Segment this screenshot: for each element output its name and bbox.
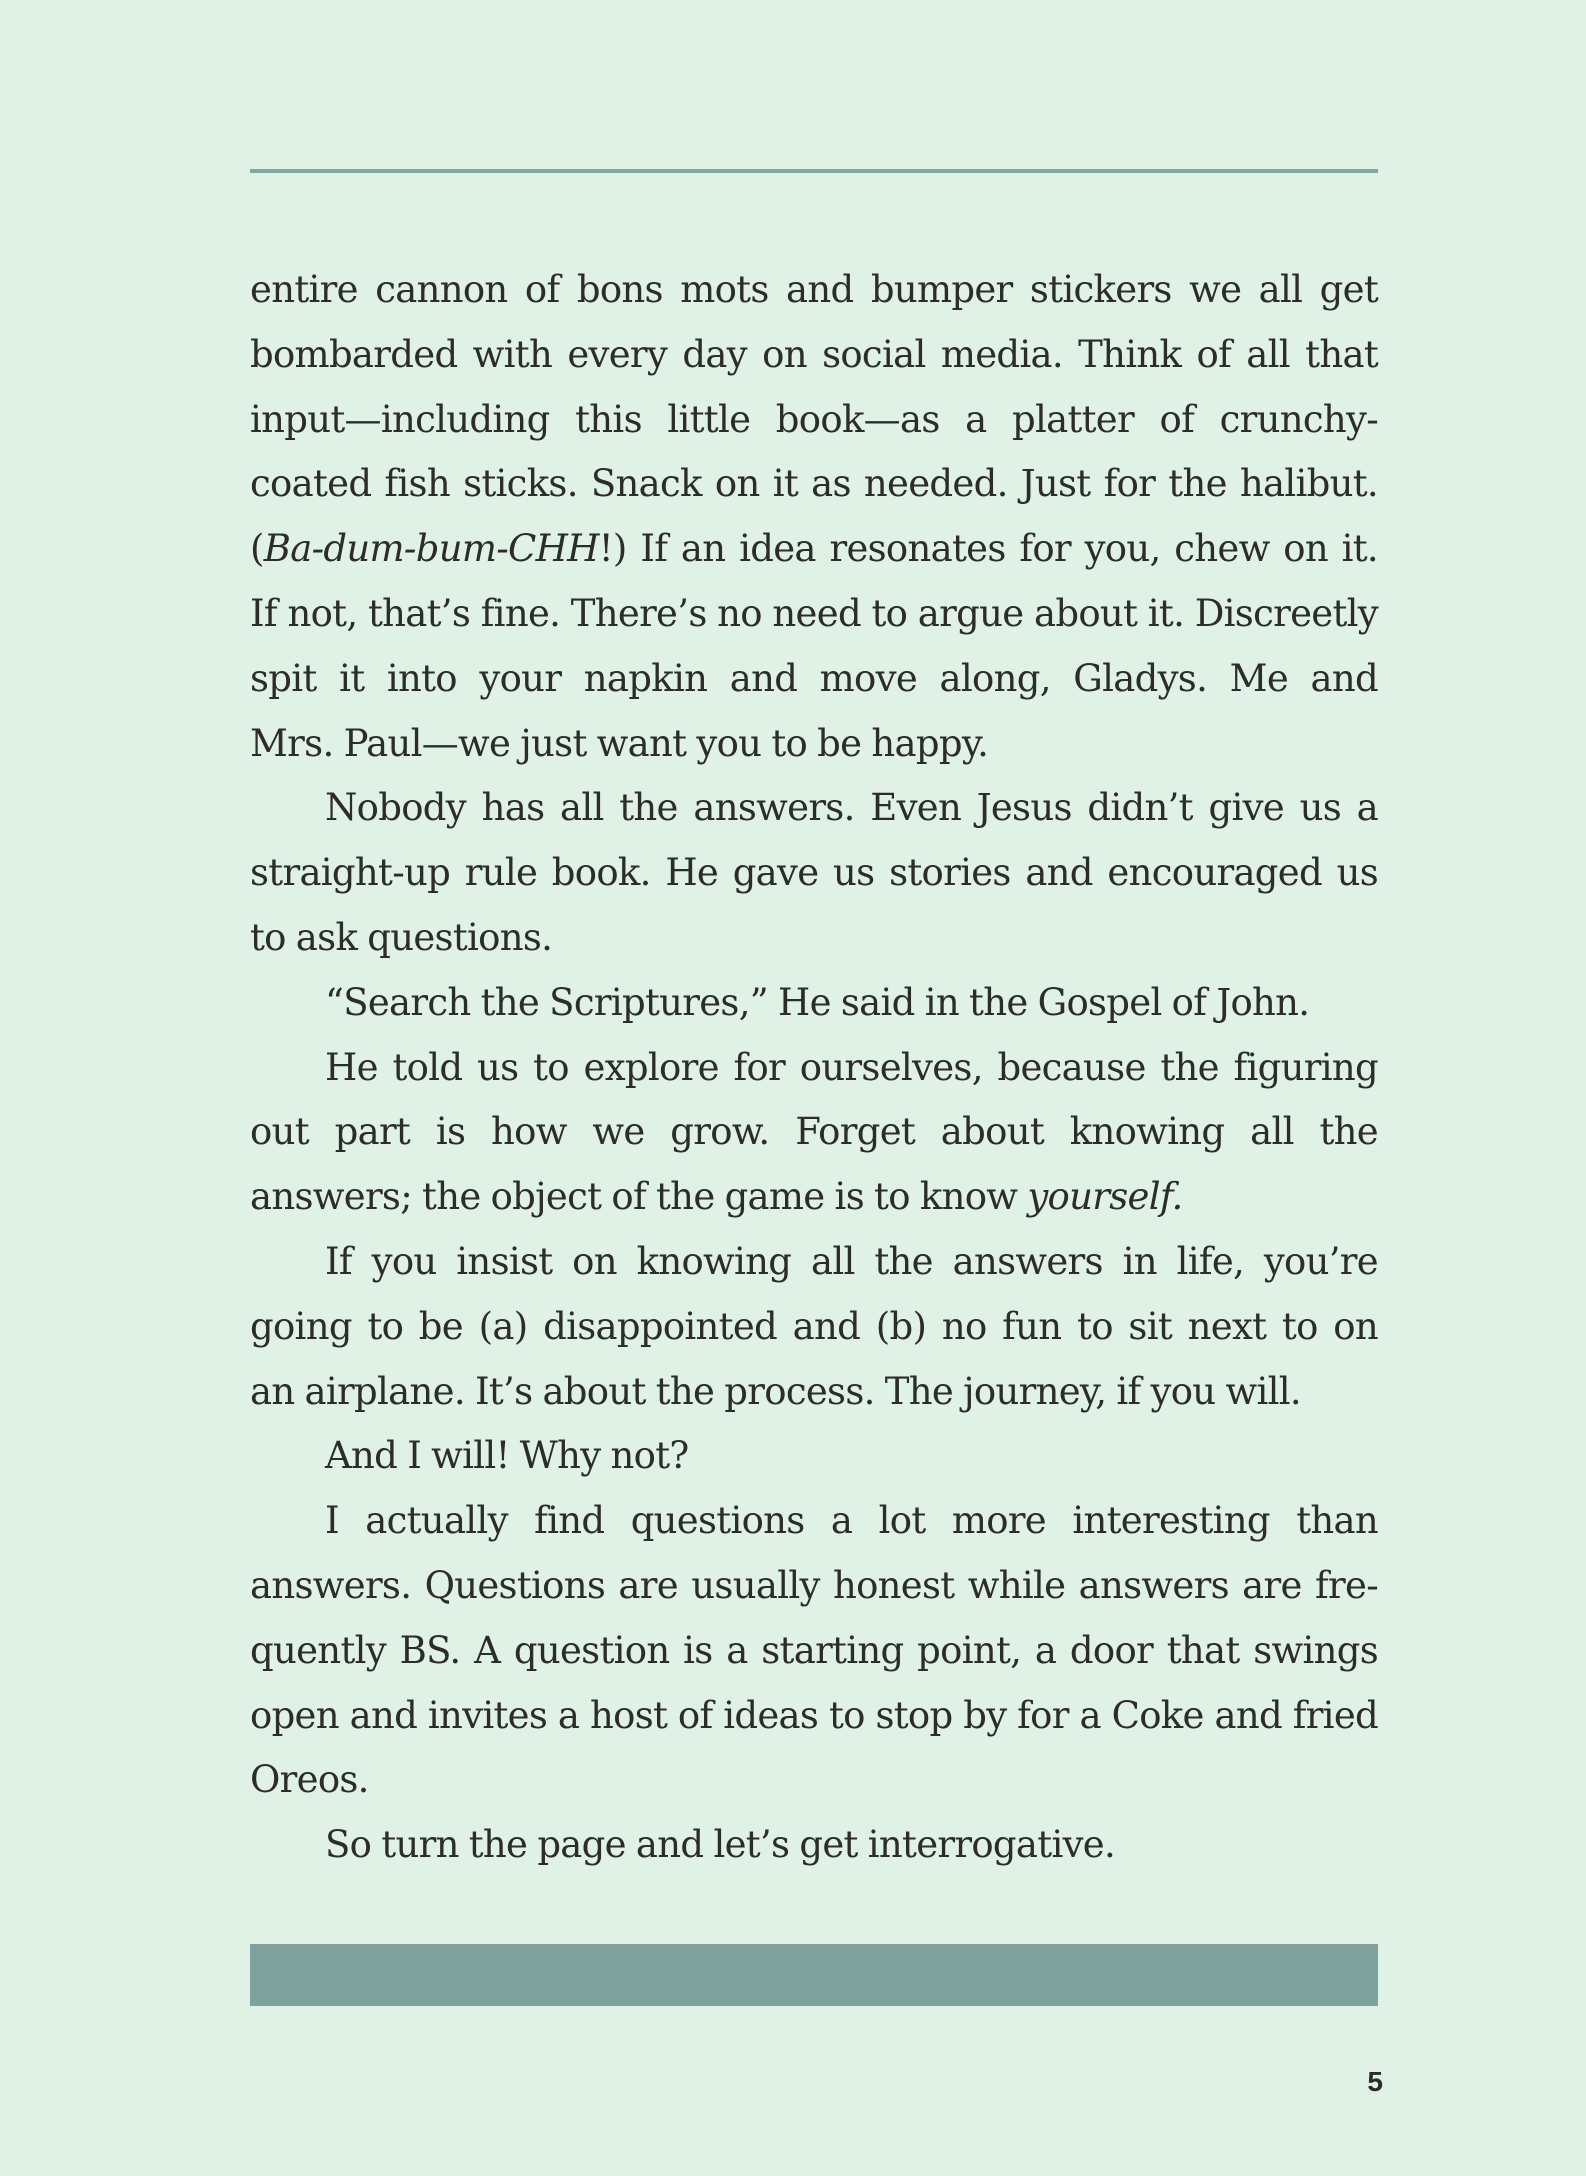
- text-line: I actually find questions a lot more interesting than: [325, 1499, 1378, 1543]
- paragraph-7: [250, 1489, 1378, 1813]
- text-fragment: !) If an idea resonates for you, chew on it.: [598, 527, 1378, 571]
- page-number: 5: [1367, 2066, 1383, 2097]
- text-line: spit it into your napkin and move along, Gladys. Me and: [250, 656, 1378, 700]
- bottom-bar: [250, 1944, 1378, 2006]
- text-line: straight-up rule book. He gave us stories and encouraged us: [250, 851, 1378, 895]
- text-line: Nobody has all the answers. Even Jesus didn’t give us a: [325, 786, 1378, 830]
- italic-text: Ba-dum-bum-CHH: [263, 527, 599, 571]
- text-line: Mrs. Paul—we just want you to be happy.: [250, 721, 989, 765]
- text-line: to ask questions.: [250, 915, 553, 959]
- text-line: [250, 517, 1378, 582]
- text-line: answers. Questions are usually honest while answers are fre-: [250, 1563, 1378, 1607]
- top-rule: [250, 169, 1378, 173]
- text-line: If not, that’s fine. There’s no need to argue about it. Discreetly: [250, 591, 1378, 635]
- text-fragment: answers; the object of the game is to know: [250, 1175, 1028, 1219]
- paren-open: (: [250, 527, 264, 571]
- text-line: quently BS. A question is a starting point, a door that swings: [250, 1628, 1378, 1672]
- paragraph-4: [250, 1036, 1378, 1230]
- text-line: He told us to explore for ourselves, because the figuring: [325, 1045, 1378, 1089]
- paragraph-5: [250, 1230, 1378, 1424]
- text-line: an airplane. It’s about the process. The journey, if you will.: [250, 1369, 1301, 1413]
- text-line: “Search the Scriptures,” He said in the Gospel of John.: [325, 980, 1310, 1024]
- text-line: And I will! Why not?: [325, 1434, 689, 1478]
- text-line: bombarded with every day on social media. Think of all that: [250, 332, 1378, 376]
- italic-text: yourself.: [1027, 1175, 1183, 1219]
- text-line: [250, 1165, 1378, 1230]
- text-line: So turn the page and let’s get interrogative.: [325, 1823, 1116, 1867]
- body-text: [250, 258, 1378, 1878]
- paragraph-2: [250, 776, 1378, 970]
- paragraph-6: [250, 1424, 1378, 1489]
- text-line: coated fish sticks. Snack on it as needed. Just for the halibut.: [250, 462, 1378, 506]
- text-line: open and invites a host of ideas to stop by for a Coke and fried: [250, 1693, 1378, 1737]
- text-line: entire cannon of bons mots and bumper stickers we all get: [250, 268, 1378, 311]
- paragraph-8: [250, 1813, 1378, 1878]
- text-line: out part is how we grow. Forget about knowing all the: [250, 1110, 1378, 1154]
- text-line: Oreos.: [250, 1758, 369, 1802]
- text-line: going to be (a) disappointed and (b) no fun to sit next to on: [250, 1304, 1378, 1348]
- text-line: input—including this little book—as a platter of crunchy-: [250, 397, 1378, 441]
- paragraph-3: [250, 971, 1378, 1036]
- text-line: If you insist on knowing all the answers in life, you’re: [325, 1239, 1378, 1283]
- paragraph-1: [250, 258, 1378, 776]
